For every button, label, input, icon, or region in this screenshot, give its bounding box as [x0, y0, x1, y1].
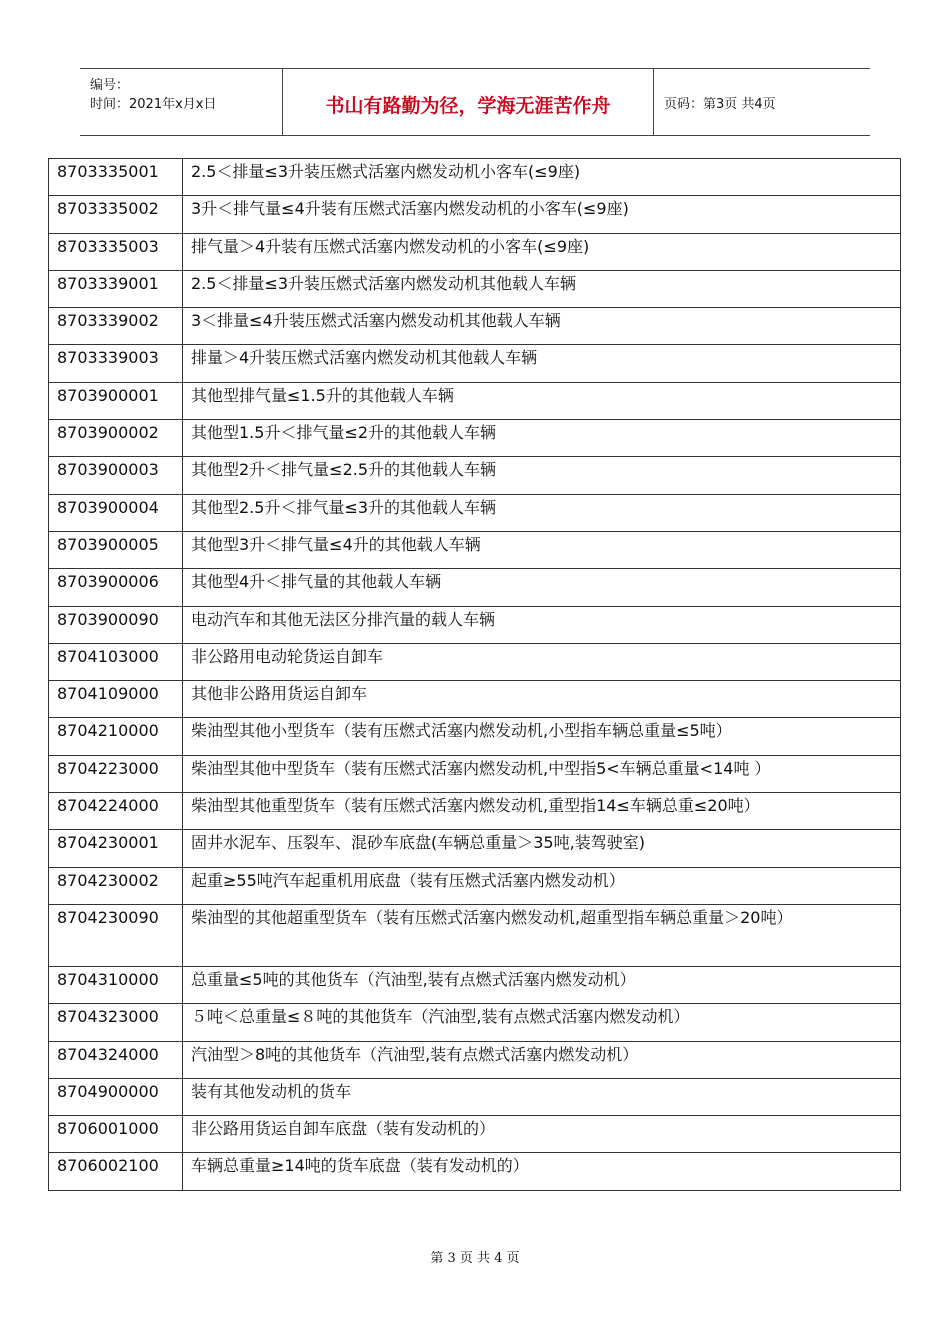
- table-row: [49, 867, 901, 904]
- tariff-code-cell: 8704900000: [49, 1078, 183, 1115]
- table-row: [49, 793, 901, 830]
- description-cell: 非公路用电动轮货运自卸车: [183, 643, 901, 680]
- description-cell: 固井水泥车、压裂车、混砂车底盘(车辆总重量＞35吨,装驾驶室): [183, 830, 901, 867]
- tariff-code-cell: 8706001000: [49, 1116, 183, 1153]
- description-cell: 总重量≤5吨的其他货车（汽油型,装有点燃式活塞内燃发动机）: [183, 966, 901, 1003]
- description-cell: 排气量＞4升装有压燃式活塞内燃发动机的小客车(≤9座): [183, 233, 901, 270]
- tariff-code-cell: 8703335002: [49, 196, 183, 233]
- table-row: [49, 1078, 901, 1115]
- description-cell: 其他型4升＜排气量的其他载人车辆: [183, 569, 901, 606]
- description-cell: 装有其他发动机的货车: [183, 1078, 901, 1115]
- tariff-code-cell: 8704210000: [49, 718, 183, 755]
- tariff-code-cell: 8703339003: [49, 345, 183, 382]
- tariff-code-cell: 8704223000: [49, 755, 183, 792]
- table-row: [49, 1153, 901, 1190]
- table-row: [49, 233, 901, 270]
- table-row: [49, 966, 901, 1003]
- tariff-code-cell: 8704103000: [49, 643, 183, 680]
- header-page-label: 页码：第3页 共4页: [664, 97, 776, 112]
- table-row: [49, 643, 901, 680]
- description-cell: 其他型3升＜排气量≤4升的其他载人车辆: [183, 531, 901, 568]
- tariff-code-cell: 8703339002: [49, 308, 183, 345]
- description-cell: 其他非公路用货运自卸车: [183, 681, 901, 718]
- tariff-code-cell: 8703900003: [49, 457, 183, 494]
- tariff-code-table-body: [49, 159, 901, 1191]
- tariff-code-cell: 8703900090: [49, 606, 183, 643]
- table-row: [49, 420, 901, 457]
- document-number-label: 编号：: [90, 78, 130, 93]
- description-cell: 其他型1.5升＜排气量≤2升的其他载人车辆: [183, 420, 901, 457]
- description-cell: 柴油型其他小型货车（装有压燃式活塞内燃发动机,小型指车辆总重量≤5吨）: [183, 718, 901, 755]
- description-cell: 2.5＜排量≤3升装压燃式活塞内燃发动机小客车(≤9座): [183, 159, 901, 196]
- description-cell: 柴油型的其他超重型货车（装有压燃式活塞内燃发动机,超重型指车辆总重量＞20吨）: [183, 904, 901, 966]
- table-row: [49, 755, 901, 792]
- table-row: [49, 569, 901, 606]
- tariff-code-cell: 8704230090: [49, 904, 183, 966]
- description-cell: 其他型2.5升＜排气量≤3升的其他载人车辆: [183, 494, 901, 531]
- tariff-code-cell: 8703339001: [49, 270, 183, 307]
- table-row: [49, 830, 901, 867]
- tariff-code-cell: 8703900004: [49, 494, 183, 531]
- header-motto-cell: [283, 69, 654, 135]
- description-cell: 电动汽车和其他无法区分排汽量的载人车辆: [183, 606, 901, 643]
- table-row: [49, 718, 901, 755]
- description-cell: 车辆总重量≥14吨的货车底盘（装有发动机的）: [183, 1153, 901, 1190]
- tariff-code-cell: 8703900002: [49, 420, 183, 457]
- table-row: [49, 159, 901, 196]
- description-cell: 其他型2升＜排气量≤2.5升的其他载人车辆: [183, 457, 901, 494]
- tariff-code-cell: 8703900005: [49, 531, 183, 568]
- tariff-code-cell: 8706002100: [49, 1153, 183, 1190]
- table-row: [49, 606, 901, 643]
- tariff-code-table: [48, 158, 901, 1191]
- motto-text: 书山有路勤为径，学海无涯苦作舟: [325, 95, 611, 117]
- tariff-code-cell: 8703335003: [49, 233, 183, 270]
- table-row: [49, 904, 901, 966]
- header-left-cell: [80, 69, 283, 135]
- tariff-code-cell: 8704230002: [49, 867, 183, 904]
- tariff-code-cell: 8703900006: [49, 569, 183, 606]
- table-row: [49, 196, 901, 233]
- tariff-code-cell: 8704310000: [49, 966, 183, 1003]
- tariff-code-cell: 8704323000: [49, 1004, 183, 1041]
- table-row: [49, 1004, 901, 1041]
- table-row: [49, 1116, 901, 1153]
- tariff-code-cell: 8704230001: [49, 830, 183, 867]
- description-cell: 非公路用货运自卸车底盘（装有发动机的）: [183, 1116, 901, 1153]
- header-right-cell: [654, 69, 870, 135]
- description-cell: 2.5＜排量≤3升装压燃式活塞内燃发动机其他载人车辆: [183, 270, 901, 307]
- tariff-code-cell: 8703335001: [49, 159, 183, 196]
- document-date-label: 时间：2021年x月x日: [90, 97, 217, 112]
- table-row: [49, 494, 901, 531]
- description-cell: 3＜排量≤4升装压燃式活塞内燃发动机其他载人车辆: [183, 308, 901, 345]
- table-row: [49, 457, 901, 494]
- page-header: [80, 68, 870, 136]
- description-cell: 排量＞4升装压燃式活塞内燃发动机其他载人车辆: [183, 345, 901, 382]
- tariff-code-cell: 8704224000: [49, 793, 183, 830]
- tariff-code-cell: 8704324000: [49, 1041, 183, 1078]
- table-row: [49, 382, 901, 419]
- table-row: [49, 531, 901, 568]
- table-row: [49, 345, 901, 382]
- page-footer: 第 3 页 共 4 页: [430, 1251, 520, 1266]
- description-cell: 其他型排气量≤1.5升的其他载人车辆: [183, 382, 901, 419]
- table-row: [49, 1041, 901, 1078]
- table-row: [49, 308, 901, 345]
- description-cell: 起重≥55吨汽车起重机用底盘（装有压燃式活塞内燃发动机）: [183, 867, 901, 904]
- tariff-code-cell: 8704109000: [49, 681, 183, 718]
- description-cell: 3升＜排气量≤4升装有压燃式活塞内燃发动机的小客车(≤9座): [183, 196, 901, 233]
- table-row: [49, 681, 901, 718]
- description-cell: ５吨＜总重量≤８吨的其他货车（汽油型,装有点燃式活塞内燃发动机）: [183, 1004, 901, 1041]
- description-cell: 汽油型＞8吨的其他货车（汽油型,装有点燃式活塞内燃发动机）: [183, 1041, 901, 1078]
- description-cell: 柴油型其他重型货车（装有压燃式活塞内燃发动机,重型指14≤车辆总重≤20吨）: [183, 793, 901, 830]
- description-cell: 柴油型其他中型货车（装有压燃式活塞内燃发动机,中型指5<车辆总重量<14吨 ）: [183, 755, 901, 792]
- tariff-code-cell: 8703900001: [49, 382, 183, 419]
- table-row: [49, 270, 901, 307]
